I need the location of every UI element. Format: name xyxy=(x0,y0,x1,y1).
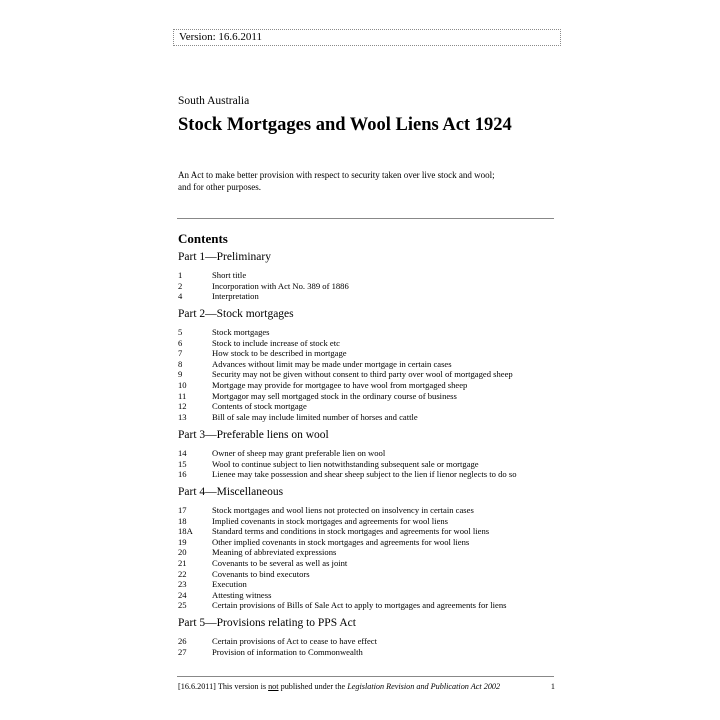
toc-entry[interactable] xyxy=(178,579,247,590)
section-title: Other implied covenants in stock mortgages and agreements for wool liens xyxy=(212,536,470,547)
toc-entry[interactable] xyxy=(178,281,349,292)
section-title: Contents of stock mortgage xyxy=(212,401,307,412)
toc-entry[interactable] xyxy=(178,401,307,412)
section-number: 2 xyxy=(178,280,183,291)
section-title: Mortgage may provide for mortgagee to have wool from mortgaged sheep xyxy=(212,380,468,390)
toc-entry[interactable] xyxy=(178,348,347,359)
long-title xyxy=(178,169,558,193)
section-number: 24 xyxy=(178,589,187,600)
section-number: 9 xyxy=(178,369,183,380)
toc-entry[interactable] xyxy=(178,547,336,558)
section-title: Certain provisions of Bills of Sale Act to apply to mortgages and agreements for liens xyxy=(212,600,507,611)
section-title: Incorporation with Act No. 389 of 1886 xyxy=(212,280,349,291)
section-number: 7 xyxy=(178,348,183,359)
toc-entry[interactable] xyxy=(178,505,474,516)
toc-entry[interactable] xyxy=(178,558,347,569)
section-title: Covenants to be several as well as joint xyxy=(212,558,348,568)
section-number: 25 xyxy=(178,600,187,611)
toc-entry[interactable] xyxy=(178,448,385,459)
toc-entry[interactable] xyxy=(178,636,377,647)
section-title: Stock mortgages xyxy=(212,327,270,337)
section-title: Interpretation xyxy=(212,291,259,302)
section-title: Mortgagor may sell mortgaged stock in the ordinary course of business xyxy=(212,390,457,401)
section-number: 8 xyxy=(178,358,183,369)
section-title: Provision of information to Commonwealth xyxy=(212,646,363,657)
section-number: 18 xyxy=(178,515,187,526)
toc-entry[interactable] xyxy=(178,590,271,601)
toc-entry[interactable] xyxy=(178,459,479,470)
footer-not: not xyxy=(268,682,279,691)
bottom-divider xyxy=(177,676,554,677)
jurisdiction: South Australia xyxy=(178,95,250,107)
toc-entry[interactable] xyxy=(178,270,246,281)
section-number: 14 xyxy=(178,448,187,458)
toc-entry[interactable] xyxy=(178,338,340,349)
section-number: 19 xyxy=(178,536,187,547)
section-title: Advances without limit may be made under mortgage in certain cases xyxy=(212,358,452,369)
section-title: Execution xyxy=(212,579,247,590)
toc-entry[interactable] xyxy=(178,516,448,527)
toc-entry[interactable] xyxy=(178,380,467,391)
part-heading: Part 5—Provisions relating to PPS Act xyxy=(178,617,356,629)
section-number: 15 xyxy=(178,458,187,469)
toc-entry[interactable] xyxy=(178,469,517,480)
section-number: 22 xyxy=(178,568,187,579)
toc-entry[interactable] xyxy=(178,369,513,380)
section-title: How stock to be described in mortgage xyxy=(212,348,347,359)
section-number: 21 xyxy=(178,558,187,568)
section-title: Certain provisions of Act to cease to have effect xyxy=(212,636,377,646)
section-number: 11 xyxy=(178,390,187,401)
section-number: 17 xyxy=(178,505,187,515)
section-title: Covenants to bind executors xyxy=(212,568,310,579)
long-title-line: and for other purposes. xyxy=(178,182,261,192)
act-title: Stock Mortgages and Wool Liens Act 1924 xyxy=(178,115,512,135)
section-number: 12 xyxy=(178,401,187,412)
section-title: Wool to continue subject to lien notwithstanding subsequent sale or mortgage xyxy=(212,458,479,469)
part-heading: Part 4—Miscellaneous xyxy=(178,486,284,498)
section-title: Owner of sheep may grant preferable lien on wool xyxy=(212,448,386,458)
toc-entry[interactable] xyxy=(178,537,469,548)
long-title-line: An Act to make better provision with respect to security taken over live stock and wool; xyxy=(178,170,495,180)
section-number: 20 xyxy=(178,547,187,558)
section-title: Stock to include increase of stock etc xyxy=(212,337,340,348)
version-header: Version: 16.6.2011 xyxy=(173,29,561,46)
toc-entry[interactable] xyxy=(178,359,452,370)
section-number: 23 xyxy=(178,579,187,590)
section-number: 16 xyxy=(178,469,187,480)
toc-entry[interactable] xyxy=(178,391,457,402)
part-heading: Part 2—Stock mortgages xyxy=(178,308,294,320)
toc-entry[interactable] xyxy=(178,412,418,423)
toc-entry[interactable] xyxy=(178,327,270,338)
contents-heading: Contents xyxy=(178,231,228,246)
section-number: 26 xyxy=(178,636,187,646)
section-number: 6 xyxy=(178,337,183,348)
section-title: Attesting witness xyxy=(212,589,272,600)
part-heading: Part 3—Preferable liens on wool xyxy=(178,429,329,441)
section-title: Implied covenants in stock mortgages and agreements for wool liens xyxy=(212,515,449,526)
section-number: 1 xyxy=(178,270,183,280)
footer-text: This version is xyxy=(217,682,267,691)
toc-entry[interactable] xyxy=(178,569,310,580)
section-number: 27 xyxy=(178,646,187,657)
part-heading: Part 1—Preliminary xyxy=(178,251,271,263)
footer-date: [16.6.2011] xyxy=(178,682,216,691)
toc-entry[interactable] xyxy=(178,647,363,658)
section-number: 4 xyxy=(178,291,183,302)
top-divider xyxy=(177,218,554,219)
section-title: Security may not be given without consent to third party over wool of mortgaged sheep xyxy=(212,369,513,380)
section-title: Stock mortgages and wool liens not protected on insolvency in certain cases xyxy=(212,505,474,515)
section-number: 18A xyxy=(178,526,193,537)
toc-entry[interactable] xyxy=(178,526,489,537)
section-number: 5 xyxy=(178,327,183,337)
toc-entry[interactable] xyxy=(178,600,507,611)
toc-entry[interactable] xyxy=(178,291,259,302)
page-footer xyxy=(178,682,555,691)
section-title: Bill of sale may include limited number of horses and cattle xyxy=(212,411,418,422)
footer-act-name: Legislation Revision and Publication Act 2002 xyxy=(347,682,501,691)
page-number: 1 xyxy=(550,682,555,691)
section-title: Meaning of abbreviated expressions xyxy=(212,547,337,558)
section-number: 10 xyxy=(178,380,187,390)
section-title: Standard terms and conditions in stock mortgages and agreements for wool liens xyxy=(212,526,490,537)
section-title: Short title xyxy=(212,270,247,280)
section-number: 13 xyxy=(178,411,187,422)
section-title: Lienee may take possession and shear sheep subject to the lien if lienor neglects to do so xyxy=(212,469,517,480)
footer-text-middle: published under the xyxy=(280,682,346,691)
